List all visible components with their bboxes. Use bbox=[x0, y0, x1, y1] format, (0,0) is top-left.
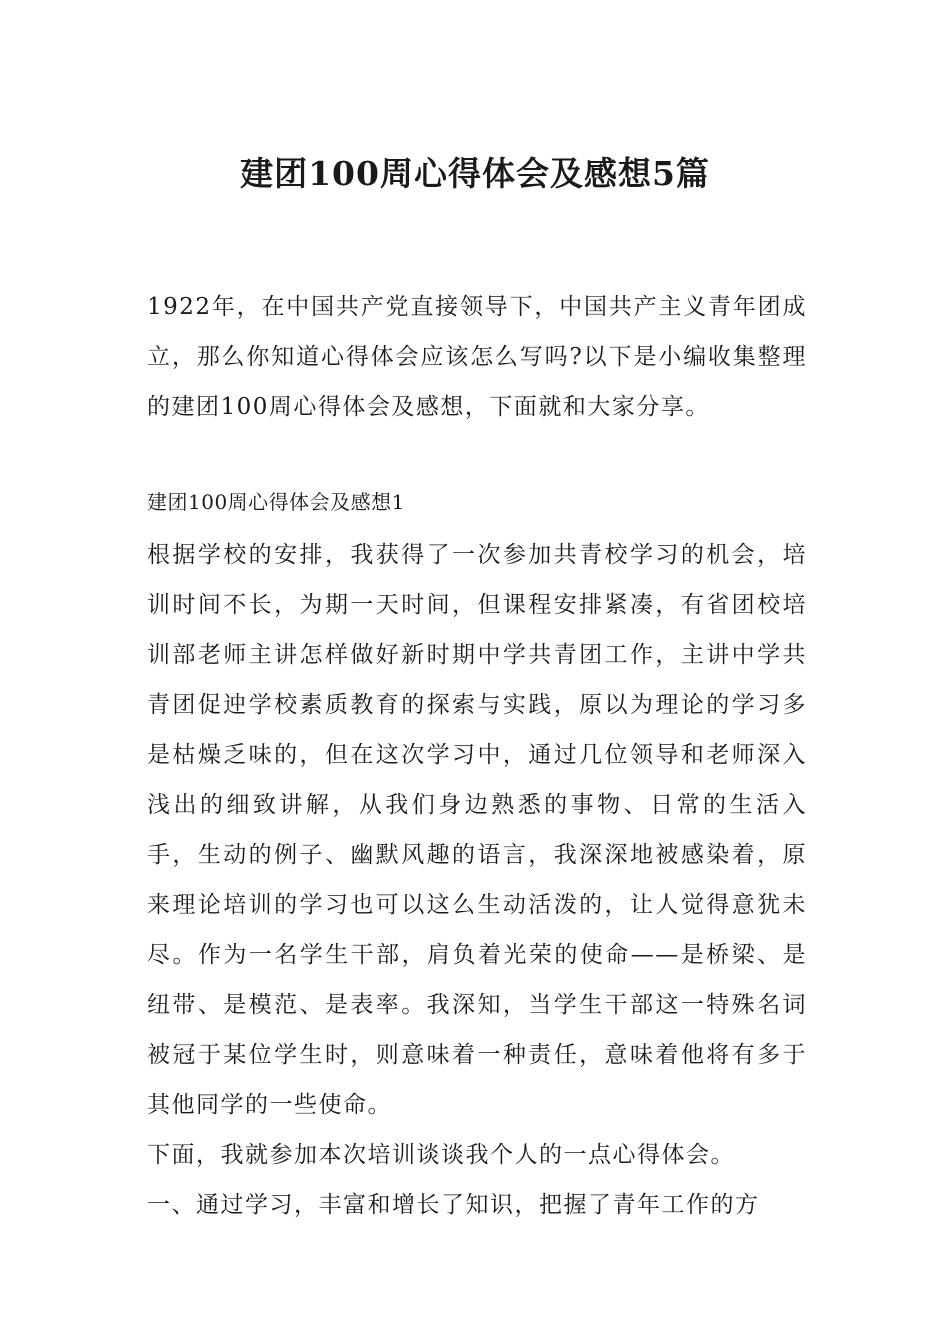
document-title: 建团100周心得体会及感想5篇 bbox=[240, 154, 710, 194]
body-paragraph: 一、通过学习，丰富和增长了知识，把握了青年工作的方 bbox=[147, 1192, 760, 1218]
section-1 bbox=[147, 482, 807, 1230]
body-paragraph: 根据学校的安排，我获得了一次参加共青校学习的机会，培训时间不长，为期一天时间，但课程安排紧凑，有省团校培训部老师主讲怎样做好新时期中学共青团工作，主讲中学共青团促迚学校素质教育的探索与实践，原以为理论的学习多是枯燥乏味的，但在这次学习中，通过几位领导和老师深入浅出的细致讲解，从我们身边熟悉的事物、日常的生活入手，生动的例子、幽默风趣的语言，我深深地被感染着，原来理论培训的学习也可以这么生动活泼的，让人觉得意犹未尽。作为一名学生干部，肩负着光荣的使命——是桥梁、是纽带、是模范、是表率。我深知，当学生干部这一特殊名词被冠于某位学生时，则意味着一种责任，意味着他将有多于其他同学的一些使命。 bbox=[147, 542, 807, 1118]
section-heading: 建团100周心得体会及感想1 bbox=[147, 490, 405, 514]
body-paragraph: 下面，我就参加本次培训谈谈我个人的一点心得体会。 bbox=[147, 1142, 735, 1168]
intro-paragraph: 1922年，在中国共产党直接领导下，中国共产主义青年团成立，那么你知道心得体会应该怎么写吗?以下是小编收集整理的建团100周心得体会及感想，下面就和大家分享。 bbox=[147, 294, 807, 420]
